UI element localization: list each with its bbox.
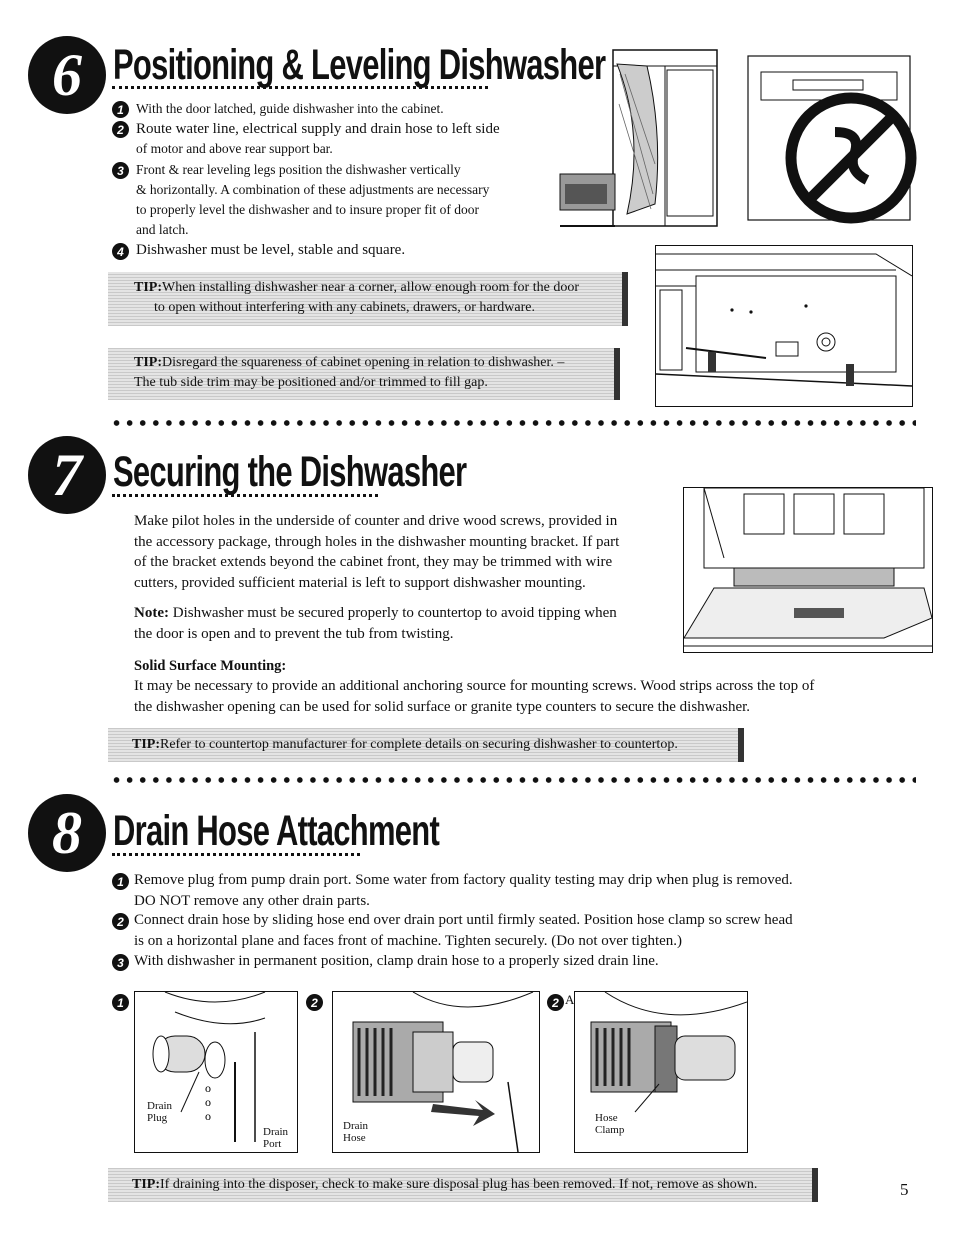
step-bullet-4: 4 bbox=[112, 243, 129, 260]
section-separator-1 bbox=[110, 419, 916, 427]
section-8-title-underline bbox=[112, 853, 360, 856]
section-6-badge bbox=[28, 36, 106, 114]
section-7-title-underline bbox=[112, 494, 378, 497]
section-6-step-2: Route water line, electrical supply and drain hose to left side of motor and above rear support bar. bbox=[136, 121, 500, 156]
tip-cabinet-squareness: TIP:Disregard the squareness of cabinet opening in relation to dishwasher. – The tub side trim may be positioned and/or trimmed to fill gap. bbox=[108, 348, 620, 400]
drain-hose-figure bbox=[332, 991, 540, 1153]
section-7-title: Securing the Dishwasher bbox=[113, 448, 467, 496]
step-bullet-1: 1 bbox=[112, 101, 129, 118]
hose-clamp-figure bbox=[574, 991, 748, 1153]
section-7-note: Note: Dishwasher must be secured properly to countertop to avoid tipping when the door is open and to prevent the tub from twisting. bbox=[134, 605, 617, 642]
drain-step-bullet-1: 1 bbox=[112, 873, 129, 890]
cabinet-install-illustration bbox=[555, 44, 720, 234]
no-symbol-illustration bbox=[743, 52, 918, 227]
drain-step-bullet-2: 2 bbox=[112, 913, 129, 930]
solid-surface-text: It may be necessary to provide an additional anchoring source for mounting screws. Wood strips across the top of the dishwasher opening can be used for solid surface or granite type counters to secure the dishwasher. bbox=[134, 678, 815, 715]
section-7-instructions: Make pilot holes in the underside of counter and drive wood screws, provided in the accessory package, through holes in the dishwasher mounting bracket. If part of the bracket extends beyond the cabinet front, they may be trimmed with wire cutters, provided sufficient material is left to support dishwasher mounting. bbox=[134, 513, 620, 591]
svg-text:o: o bbox=[205, 1095, 211, 1109]
fig-1-marker: 1 bbox=[112, 994, 129, 1011]
section-6-number: 6 bbox=[52, 41, 82, 108]
drain-step-1: Remove plug from pump drain port. Some water from factory quality testing may drip when plug is removed. DO NOT remove any other drain parts. bbox=[134, 872, 793, 909]
label-drain-hose: Drain Hose bbox=[343, 1120, 369, 1144]
svg-text:o: o bbox=[205, 1081, 211, 1095]
mounting-bracket-illustration bbox=[683, 487, 933, 653]
fig-2a-marker: 2 bbox=[547, 994, 564, 1011]
tip-corner-install: TIP:When installing dishwasher near a corner, allow enough room for the door to open without interfering with any cabinets, drawers, or hardware. bbox=[108, 272, 628, 326]
section-6-title-underline bbox=[112, 86, 488, 89]
section-6-title: Positioning & Leveling Dishwasher bbox=[113, 41, 606, 89]
leveling-legs-illustration bbox=[655, 245, 913, 407]
section-6-step-1: With the door latched, guide dishwasher into the cabinet. bbox=[136, 101, 444, 116]
section-6-step-4: Dishwasher must be level, stable and square. bbox=[136, 242, 406, 258]
step-bullet-3: 3 bbox=[112, 162, 129, 179]
page-number: 5 bbox=[900, 1180, 909, 1199]
step-bullet-2: 2 bbox=[112, 121, 129, 138]
fig-2a-suffix: A bbox=[565, 992, 575, 1007]
drain-step-2: Connect drain hose by sliding hose end over drain port until firmly seated. Position hose clamp so screw head is on a horizontal plane and faces front of machine. Tighten securely. (Do not over tighten.) bbox=[134, 912, 793, 949]
label-drain-port: Drain Port bbox=[263, 1126, 289, 1150]
drain-step-bullet-3: 3 bbox=[112, 954, 129, 971]
drain-plug-figure bbox=[134, 991, 298, 1153]
section-7-badge: 7 bbox=[28, 436, 106, 514]
svg-text:o: o bbox=[205, 1109, 211, 1123]
fig-2-marker: 2 bbox=[306, 994, 323, 1011]
label-drain-plug: Drain Plug bbox=[147, 1100, 173, 1124]
tip-countertop: TIP:Refer to countertop manufacturer for complete details on securing dishwasher to countertop. bbox=[108, 728, 744, 762]
section-8-badge: 8 bbox=[28, 794, 106, 872]
tip-disposer: TIP:If draining into the disposer, check to make sure disposal plug has been removed. If not, remove as shown. bbox=[108, 1168, 818, 1202]
section-6-step-3: Front & rear leveling legs position the dishwasher vertically & horizontally. A combination of these adjustments are necessary to properly level the dishwasher and to insure proper fit of door and latch. bbox=[136, 162, 490, 237]
section-8-title: Drain Hose Attachment bbox=[113, 807, 440, 855]
label-hose-clamp: Hose Clamp bbox=[595, 1112, 625, 1136]
solid-surface-heading: Solid Surface Mounting: bbox=[134, 658, 287, 674]
section-separator-2 bbox=[110, 776, 916, 784]
drain-step-3: With dishwasher in permanent position, clamp drain hose to a properly sized drain line. bbox=[134, 953, 659, 969]
